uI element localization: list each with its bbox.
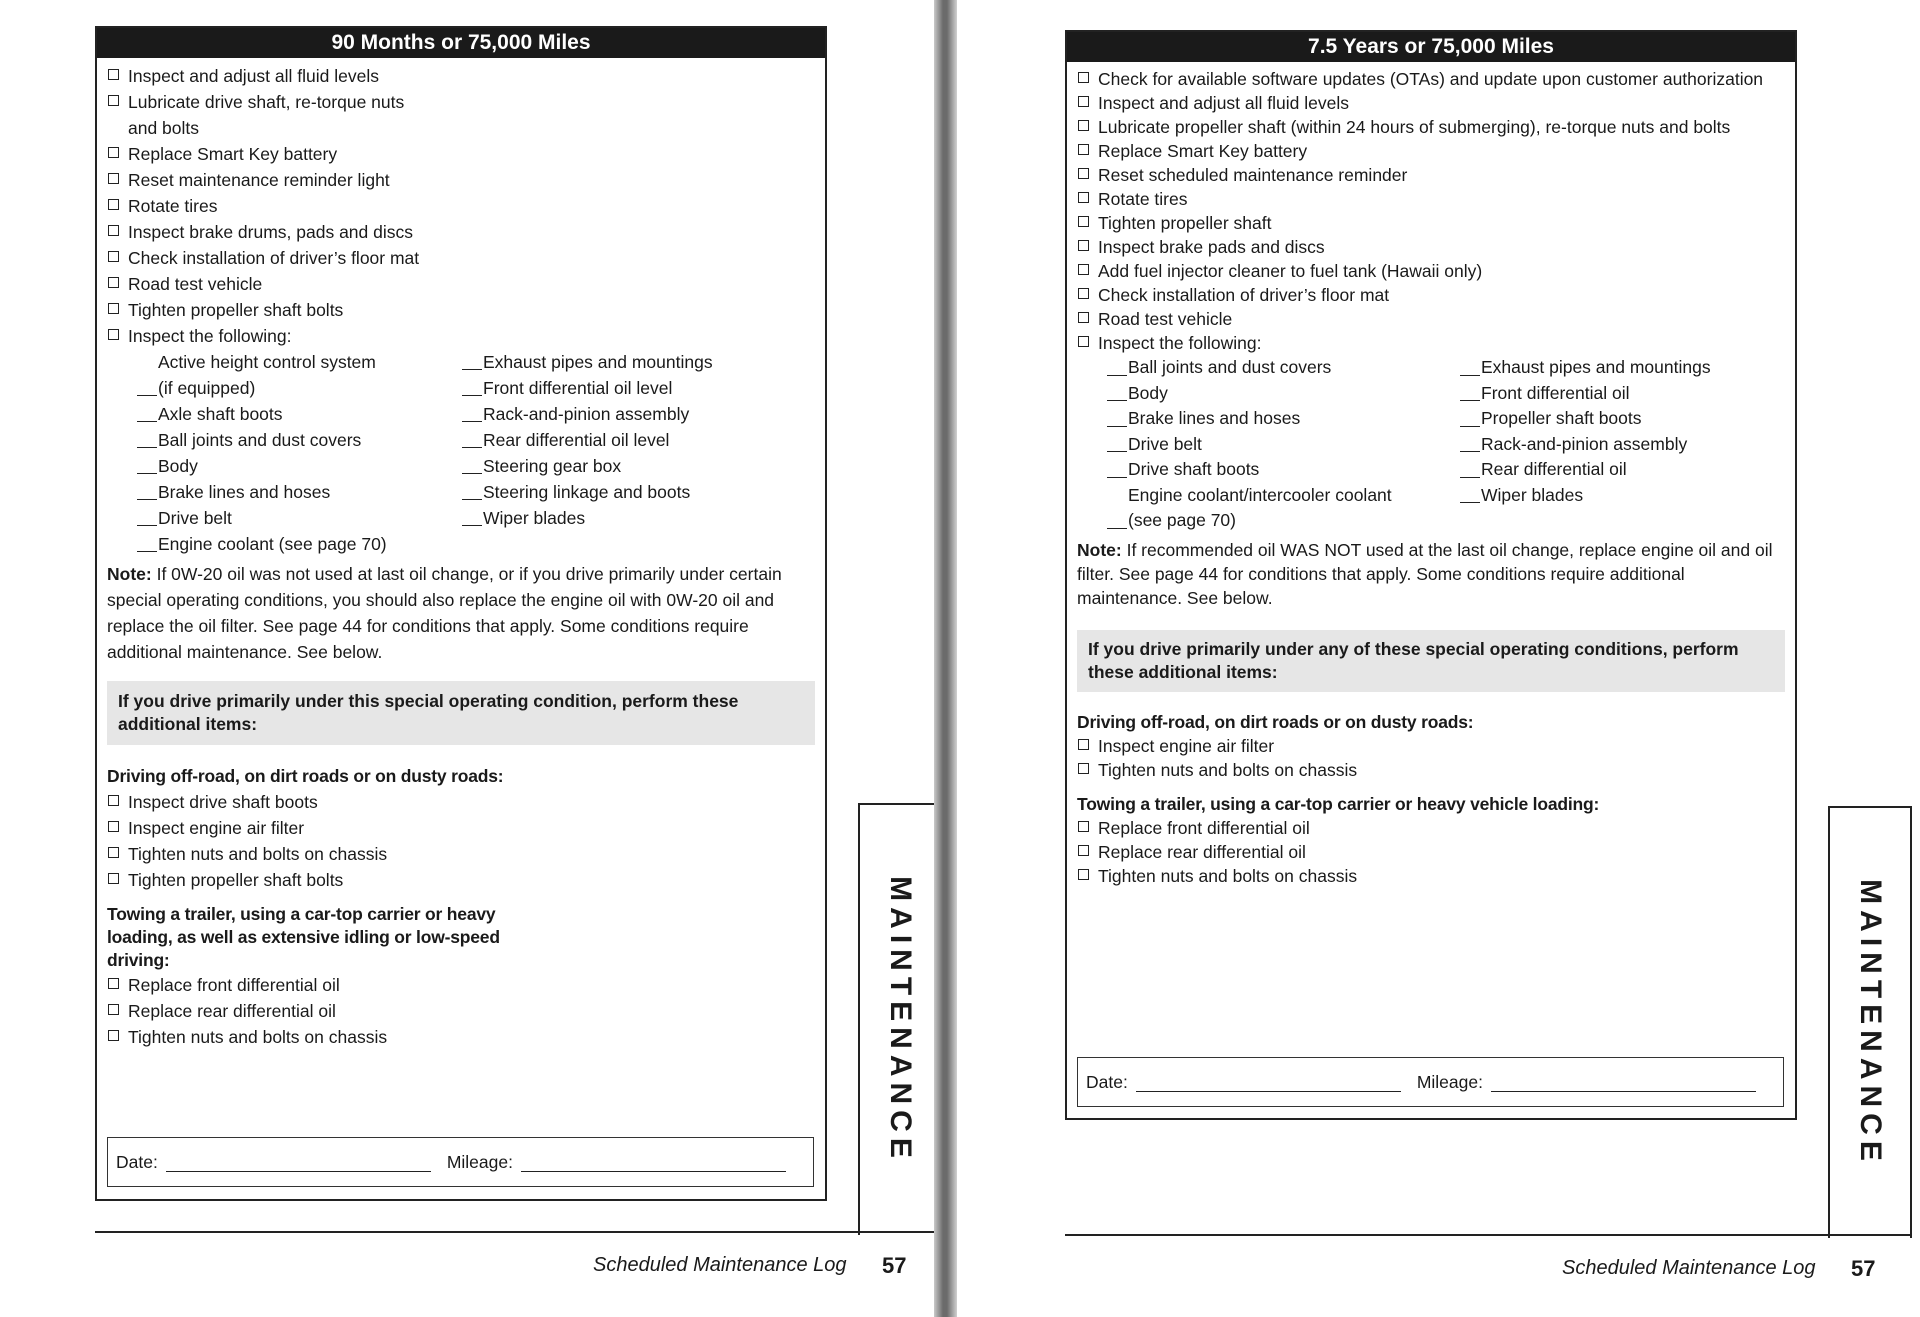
- footer-rule: [95, 1231, 934, 1233]
- checklist-item[interactable]: Replace front differential oil: [107, 972, 815, 998]
- condition-heading: Towing a trailer, using a car-top carrier or heavy vehicle loading:: [1077, 793, 1600, 814]
- date-label: Date:: [116, 1151, 158, 1172]
- inspect-item: Steering linkage and boots: [462, 479, 815, 505]
- inspect-item: Axle shaft boots: [137, 401, 462, 427]
- inspect-item: Ball joints and dust covers: [1107, 355, 1460, 381]
- inspect-item: Body: [137, 453, 462, 479]
- checklist-item[interactable]: Tighten propeller shaft bolts: [107, 867, 815, 893]
- checklist-item[interactable]: Check installation of driver’s floor mat: [107, 245, 815, 271]
- section-tab: [858, 803, 934, 1235]
- checklist-item[interactable]: Replace rear differential oil: [107, 998, 815, 1024]
- checklist-item[interactable]: Inspect the following:: [107, 323, 815, 349]
- right-page: [957, 0, 1920, 1317]
- date-mileage-row: [1077, 1057, 1784, 1107]
- inspect-item: Front differential oil level: [462, 375, 815, 401]
- checklist-item[interactable]: Replace front differential oil: [1077, 816, 1785, 840]
- inspect-item: Drive belt: [137, 505, 462, 531]
- checklist-item[interactable]: Inspect engine air filter: [1077, 734, 1785, 758]
- inspect-item: Front differential oil: [1460, 381, 1785, 407]
- checklist-item[interactable]: Lubricate propeller shaft (within 24 hours of submerging), re-torque nuts and bolts: [1077, 115, 1785, 139]
- condition-heading: Driving off-road, on dirt roads or on dusty roads:: [1077, 711, 1474, 732]
- inspect-column-2: [462, 349, 815, 557]
- mileage-label: Mileage:: [446, 1151, 513, 1172]
- maintenance-box-90-months: [95, 26, 827, 1201]
- inspect-item: Drive belt: [1107, 432, 1460, 458]
- maintenance-box-7-5-years: [1065, 30, 1797, 1120]
- mileage-field[interactable]: [1491, 1073, 1756, 1092]
- inspect-item: Brake lines and hoses: [137, 479, 462, 505]
- condition-heading: Towing a trailer, using a car-top carrier or heavy loading, as well as extensive idling or low-speed driving:: [107, 904, 500, 970]
- inspect-item: Body: [1107, 381, 1460, 407]
- page-number: 57: [882, 1253, 907, 1278]
- date-label: Date:: [1086, 1071, 1128, 1092]
- checklist-item[interactable]: Inspect and adjust all fluid levels: [1077, 91, 1785, 115]
- checklist-item[interactable]: Tighten nuts and bolts on chassis: [107, 1024, 815, 1050]
- checklist-item[interactable]: Tighten nuts and bolts on chassis: [1077, 864, 1785, 888]
- inspect-item: Exhaust pipes and mountings: [1460, 355, 1785, 381]
- inspect-item: Propeller shaft boots: [1460, 406, 1785, 432]
- inspect-item: Rear differential oil level: [462, 427, 815, 453]
- inspect-item: Wiper blades: [462, 505, 815, 531]
- checklist-item[interactable]: Road test vehicle: [1077, 307, 1785, 331]
- footer-rule: [1065, 1234, 1910, 1236]
- checklist-item[interactable]: Road test vehicle: [107, 271, 815, 297]
- checklist-item[interactable]: Rotate tires: [107, 193, 815, 219]
- inspect-item: Ball joints and dust covers: [137, 427, 462, 453]
- inspect-column-2: [1460, 355, 1785, 534]
- checklist-item[interactable]: Replace rear differential oil: [1077, 840, 1785, 864]
- inspect-column-1: [107, 349, 462, 557]
- note: Note: If recommended oil WAS NOT used at the last oil change, replace engine oil and oil filter. See page 44 for conditions that apply. Some conditions require additional maintenance. See below.: [1077, 539, 1773, 608]
- checklist-item[interactable]: Replace Smart Key battery: [1077, 139, 1785, 163]
- checklist-item[interactable]: Inspect the following:: [1077, 331, 1785, 355]
- inspect-item: Drive shaft boots: [1107, 457, 1460, 483]
- checklist-item[interactable]: Lubricate drive shaft, re-torque nuts and bolts: [107, 89, 815, 141]
- inspect-item: Engine coolant (see page 70): [137, 531, 462, 557]
- inspect-item: Steering gear box: [462, 453, 815, 479]
- date-field[interactable]: [166, 1153, 431, 1172]
- inspect-item: Brake lines and hoses: [1107, 406, 1460, 432]
- checklist-item[interactable]: Reset maintenance reminder light: [107, 167, 815, 193]
- inspect-item: Rack-and-pinion assembly: [1460, 432, 1785, 458]
- inspect-item: Rack-and-pinion assembly: [462, 401, 815, 427]
- condition-heading: Driving off-road, on dirt roads or on dusty roads:: [107, 766, 504, 786]
- checklist-item[interactable]: Inspect brake drums, pads and discs: [107, 219, 815, 245]
- checklist-item[interactable]: Tighten propeller shaft bolts: [107, 297, 815, 323]
- section-tab-label: MAINTENANCE: [884, 876, 917, 1164]
- checklist-item[interactable]: Rotate tires: [1077, 187, 1785, 211]
- inspect-item: Active height control system (if equipped): [137, 349, 462, 401]
- checklist-item[interactable]: Replace Smart Key battery: [107, 141, 815, 167]
- note: Note: If 0W-20 oil was not used at last oil change, or if you drive primarily under certain special operating conditions, you should also replace the engine oil with 0W-20 oil and replace the oil filter. See page 44 for conditions that apply. Some conditions require additional maintenance. See below.: [107, 564, 782, 662]
- mileage-field[interactable]: [521, 1153, 786, 1172]
- inspect-column-1: [1077, 355, 1460, 534]
- section-tab: [1828, 806, 1912, 1238]
- checklist-item[interactable]: Check installation of driver’s floor mat: [1077, 283, 1785, 307]
- checklist-item[interactable]: Inspect engine air filter: [107, 815, 815, 841]
- inspect-item: Engine coolant/intercooler coolant (see page 70): [1107, 483, 1460, 534]
- special-conditions-header: If you drive primarily under any of these special operating conditions, perform these additional items:: [1077, 630, 1785, 692]
- section-tab-label: MAINTENANCE: [1854, 879, 1887, 1167]
- inspect-item: Rear differential oil: [1460, 457, 1785, 483]
- page-number: 57: [1851, 1256, 1876, 1281]
- checklist: [1067, 62, 1795, 888]
- date-mileage-row: [107, 1137, 814, 1187]
- checklist-item[interactable]: Tighten nuts and bolts on chassis: [107, 841, 815, 867]
- book-gutter: [934, 0, 957, 1317]
- footer-title: Scheduled Maintenance Log: [1562, 1257, 1816, 1279]
- inspect-list: [1077, 355, 1785, 534]
- checklist-item[interactable]: Reset scheduled maintenance reminder: [1077, 163, 1785, 187]
- checklist-item[interactable]: Check for available software updates (OTAs) and update upon customer authorization: [1077, 67, 1785, 91]
- mileage-label: Mileage:: [1416, 1071, 1483, 1092]
- special-conditions-header: If you drive primarily under this special operating condition, perform these additional items:: [107, 681, 815, 745]
- left-page: [0, 0, 934, 1317]
- date-field[interactable]: [1136, 1073, 1401, 1092]
- footer-title: Scheduled Maintenance Log: [593, 1254, 847, 1276]
- checklist: [97, 58, 825, 1050]
- checklist-item[interactable]: Inspect drive shaft boots: [107, 789, 815, 815]
- checklist-item[interactable]: Add fuel injector cleaner to fuel tank (Hawaii only): [1077, 259, 1785, 283]
- inspect-item: Wiper blades: [1460, 483, 1785, 509]
- checklist-item[interactable]: Tighten nuts and bolts on chassis: [1077, 758, 1785, 782]
- box-title: 90 Months or 75,000 Miles: [97, 28, 825, 58]
- inspect-item: Exhaust pipes and mountings: [462, 349, 815, 375]
- checklist-item[interactable]: Tighten propeller shaft: [1077, 211, 1785, 235]
- inspect-list: [107, 349, 815, 557]
- checklist-item[interactable]: Inspect and adjust all fluid levels: [107, 63, 815, 89]
- box-title: 7.5 Years or 75,000 Miles: [1067, 32, 1795, 62]
- checklist-item[interactable]: Inspect brake pads and discs: [1077, 235, 1785, 259]
